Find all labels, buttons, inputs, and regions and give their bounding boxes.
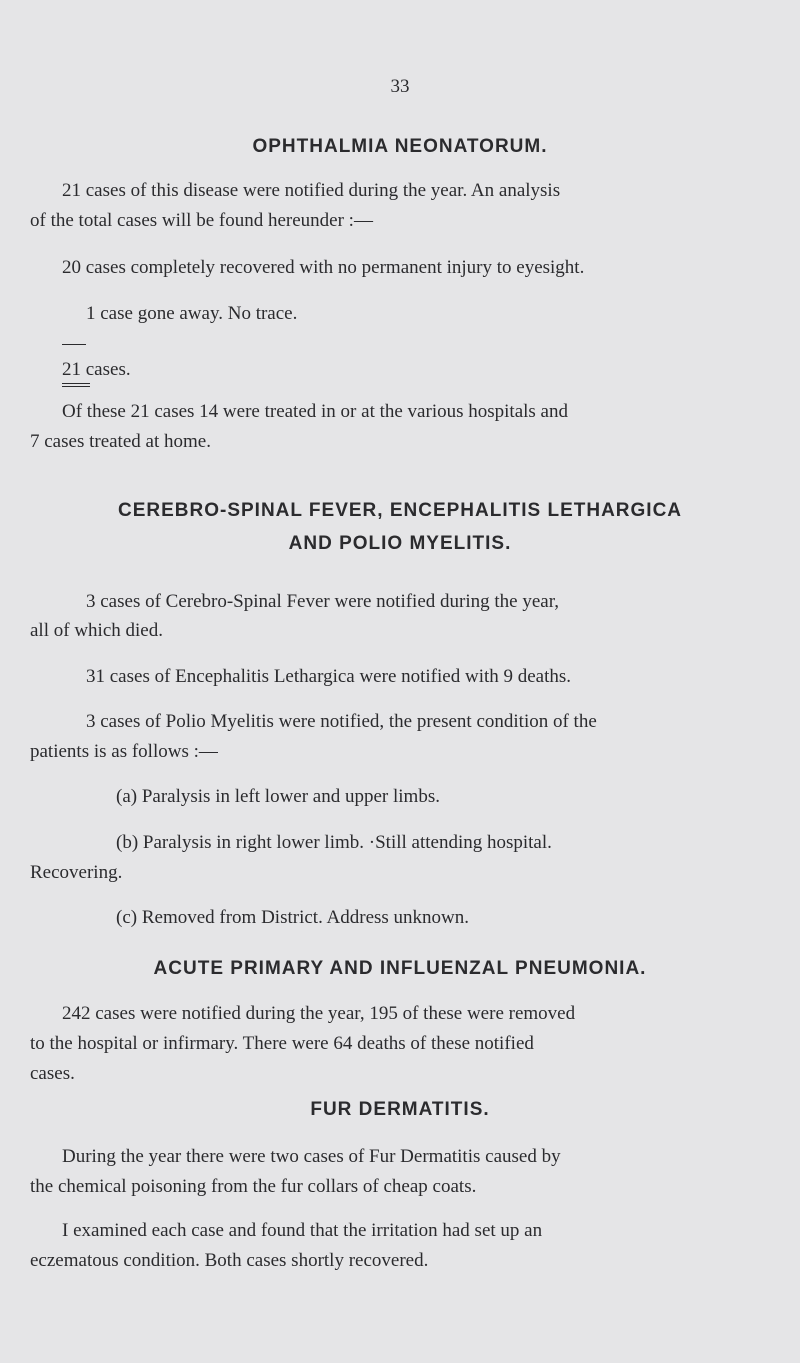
ophthalmia-gone: 1 case gone away. No trace. xyxy=(86,303,298,324)
polio-item-b-line2: Recovering. xyxy=(30,862,123,883)
ophthalmia-treated-line1: Of these 21 cases 14 were treated in or at the various hospitals and xyxy=(62,401,568,422)
pneumonia-line1: 242 cases were notified during the year, 195 of these were removed xyxy=(62,1003,576,1024)
double-rule-top xyxy=(62,383,90,384)
heading-pneumonia: ACUTE PRIMARY AND INFLUENZAL PNEUMONIA. xyxy=(153,958,647,979)
sum-rule xyxy=(62,344,86,345)
pneumonia-line2: to the hospital or infirmary. There were 64 deaths of these notified xyxy=(30,1033,534,1054)
fur-p1-line2: the chemical poisoning from the fur collars of cheap coats. xyxy=(30,1176,477,1197)
ophthalmia-recovered: 20 cases completely recovered with no permanent injury to eyesight. xyxy=(62,257,585,278)
polio-item-c: (c) Removed from District. Address unknown. xyxy=(116,907,470,928)
csf-line1: 3 cases of Cerebro-Spinal Fever were notified during the year, xyxy=(86,591,560,612)
fur-p2-line1: I examined each case and found that the irritation had set up an xyxy=(62,1220,543,1241)
heading-ophthalmia: OPHTHALMIA NEONATORUM. xyxy=(252,136,548,157)
heading-cerebro-line2: AND POLIO MYELITIS. xyxy=(288,533,512,554)
encephalitis-line: 31 cases of Encephalitis Lethargica were notified with 9 deaths. xyxy=(86,666,572,687)
ophthalmia-treated-line2: 7 cases treated at home. xyxy=(30,431,211,452)
heading-fur-dermatitis: FUR DERMATITIS. xyxy=(310,1099,490,1120)
polio-item-a: (a) Paralysis in left lower and upper limbs. xyxy=(116,786,440,807)
page-number: 33 xyxy=(390,76,410,97)
fur-p2-line2: eczematous condition. Both cases shortly recovered. xyxy=(30,1250,429,1271)
ophthalmia-intro-line2: of the total cases will be found hereunder :— xyxy=(30,210,373,231)
ophthalmia-total: 21 cases. xyxy=(62,359,131,380)
csf-line2: all of which died. xyxy=(30,620,163,641)
pneumonia-line3: cases. xyxy=(30,1063,75,1084)
ophthalmia-intro-line1: 21 cases of this disease were notified during the year. An analysis xyxy=(62,180,561,201)
polio-line2: patients is as follows :— xyxy=(30,741,218,762)
double-rule-bottom xyxy=(62,386,90,387)
polio-item-b-line1: (b) Paralysis in right lower limb. ·Still attending hospital. xyxy=(116,832,552,853)
polio-line1: 3 cases of Polio Myelitis were notified, the present condition of the xyxy=(86,711,597,732)
heading-cerebro-line1: CEREBRO-SPINAL FEVER, ENCEPHALITIS LETHARGICA xyxy=(117,500,683,521)
fur-p1-line1: During the year there were two cases of Fur Dermatitis caused by xyxy=(62,1146,561,1167)
